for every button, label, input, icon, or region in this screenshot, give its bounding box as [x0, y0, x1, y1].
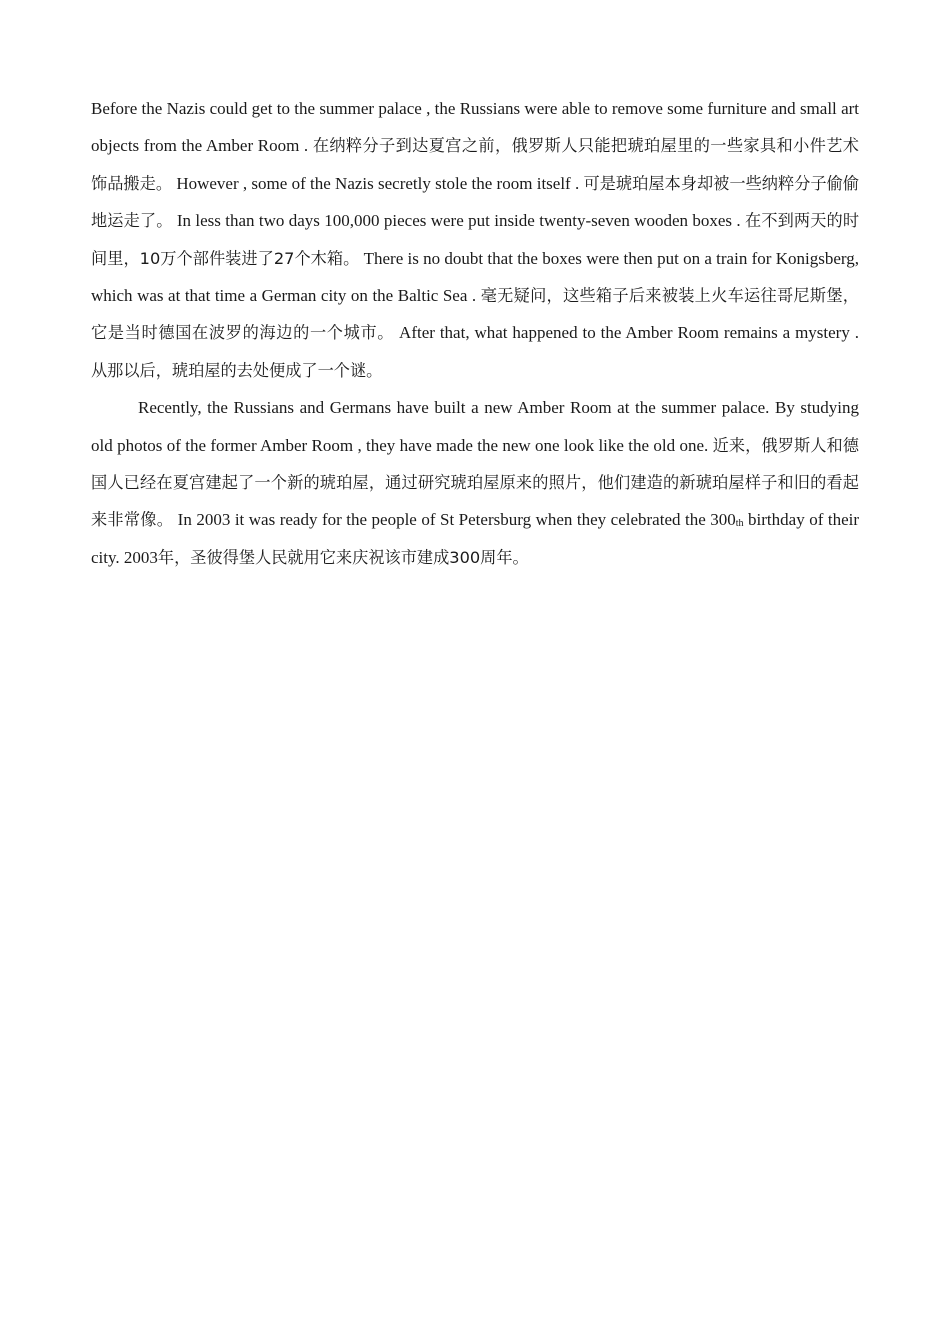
text-en: Recently, the Russians and Germans have built a new Amber Room at the summer palace. By studying old photos of the former Amber Room , they have made the new one look like the old one. — [91, 398, 859, 455]
text-zh: 毫无疑问，这些箱子后来被装上火车运往哥尼斯堡，它是当时德国在波罗的海边的一个城市。 — [91, 286, 859, 343]
text-zh: 从那以后，琥珀屋的去处便成了一个谜。 — [91, 360, 383, 380]
text-zh: 在不到两天的时间里，10万个部件装进了27个木箱。 — [91, 211, 860, 268]
paragraph-amber-room-history — [91, 90, 859, 389]
text-zh: 年，圣彼得堡人民就用它来庆祝该市建成300周年。 — [157, 547, 529, 567]
text-en: There is no doubt that the boxes were then put on a train for Konigsberg, which was at that time a German city on the Baltic Sea . — [91, 248, 859, 306]
ordinal-suffix: th — [735, 518, 744, 530]
text-en: In 2003 it was ready for the people of St Petersburg when they celebrated the 300 — [173, 510, 736, 530]
text-en: After that, what happened to the Amber Room remains a mystery . — [394, 323, 859, 343]
text-en: birthday of their city. 2003 — [91, 510, 860, 567]
document-page — [91, 90, 859, 576]
text-en: However , some of the Nazis secretly stole the room itself . — [172, 173, 584, 193]
text-en: In less than two days 100,000 pieces were put inside twenty-seven wooden boxes . — [172, 211, 746, 231]
paragraph-new-amber-room — [91, 389, 859, 576]
text-en: Before the Nazis could get to the summer palace , the Russians were able to remove some furniture and small art objects from the Amber Room . — [91, 99, 859, 156]
text-zh: 可是琥珀屋本身却被一些纳粹分子偷偷地运走了。 — [91, 173, 860, 231]
text-zh: 近来，俄罗斯人和德国人已经在夏宫建起了一个新的琥珀屋，通过研究琥珀屋原来的照片，他们建造的新琥珀屋样子和旧的看起来非常像。 — [91, 435, 859, 530]
text-zh: 在纳粹分子到达夏宫之前，俄罗斯人只能把琥珀屋里的一些家具和小件艺术饰品搬走。 — [91, 136, 859, 193]
